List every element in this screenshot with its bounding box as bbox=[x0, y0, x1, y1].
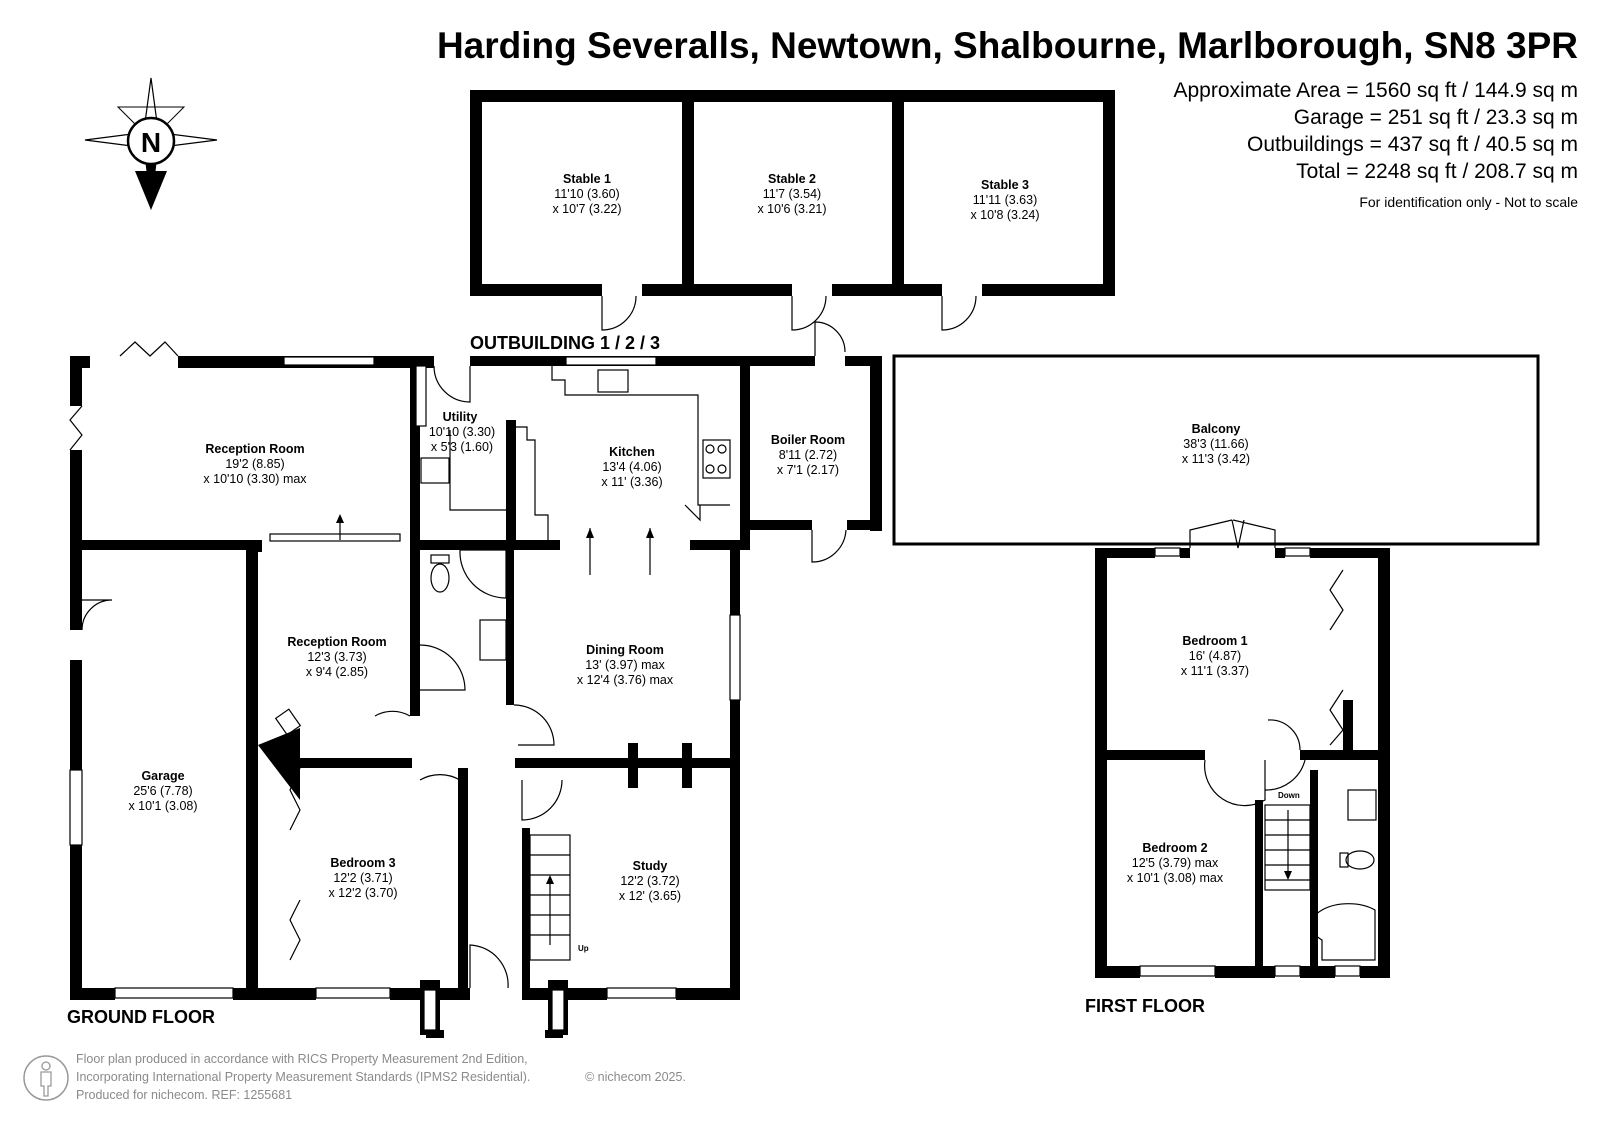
room-dim: x 9'4 (2.85) bbox=[305, 665, 369, 679]
room-dim: 25'6 (7.78) bbox=[133, 784, 193, 798]
room-stable-1 bbox=[552, 172, 621, 216]
first-floor-staircase-icon bbox=[1265, 805, 1310, 890]
room-dim: 8'11 (2.72) bbox=[778, 448, 838, 462]
room-dim: x 12'4 (3.76) max bbox=[576, 673, 674, 687]
room-name: Dining Room bbox=[586, 643, 664, 657]
footer-line-1: Floor plan produced in accordance with RICS Property Measurement 2nd Edition, bbox=[76, 1052, 528, 1066]
room-dim: x 11' (3.36) bbox=[601, 475, 663, 489]
room-dim: x 10'10 (3.30) max bbox=[203, 472, 307, 486]
room-boiler bbox=[771, 433, 845, 477]
room-dim: 13'4 (4.06) bbox=[602, 460, 662, 474]
room-name: Kitchen bbox=[609, 445, 655, 459]
room-dining bbox=[577, 643, 674, 687]
room-dim: x 10'1 (3.08) bbox=[128, 799, 198, 813]
room-name: Balcony bbox=[1191, 422, 1241, 436]
room-reception-2 bbox=[287, 635, 386, 679]
ground-floor-plan bbox=[70, 356, 882, 1038]
room-name: Bedroom 1 bbox=[1182, 634, 1248, 648]
room-name: Utility bbox=[442, 410, 478, 424]
compass-north-label: N bbox=[140, 127, 162, 158]
area-approximate: Approximate Area = 1560 sq ft / 144.9 sq m bbox=[1173, 79, 1578, 102]
disclaimer-note: For identification only - Not to scale bbox=[1359, 194, 1578, 210]
area-outbuildings: Outbuildings = 437 sq ft / 40.5 sq m bbox=[1247, 133, 1578, 156]
room-utility bbox=[429, 410, 495, 454]
first-floor-label: FIRST FLOOR bbox=[1085, 996, 1205, 1016]
room-dim: x 10'8 (3.24) bbox=[970, 208, 1040, 222]
room-dim: x 10'7 (3.22) bbox=[552, 202, 622, 216]
area-summary bbox=[1174, 79, 1579, 210]
footer-person-icon bbox=[24, 1056, 68, 1100]
room-reception-1 bbox=[203, 442, 307, 486]
room-name: Stable 2 bbox=[768, 172, 816, 186]
room-garage bbox=[128, 769, 197, 813]
room-dim: x 12' (3.65) bbox=[618, 889, 682, 903]
compass-rose-icon bbox=[85, 78, 217, 210]
outbuilding-label: OUTBUILDING 1 / 2 / 3 bbox=[470, 333, 661, 353]
room-dim: 11'11 (3.63) bbox=[972, 193, 1038, 207]
room-dim: 16' (4.87) bbox=[1188, 649, 1242, 663]
room-dim: x 5'3 (1.60) bbox=[430, 440, 494, 454]
study-staircase-icon bbox=[530, 835, 570, 960]
room-balcony bbox=[1182, 422, 1250, 466]
footer-line-2: Incorporating International Property Measurement Standards (IPMS2 Residential). bbox=[76, 1070, 531, 1084]
room-dim: 10'10 (3.30) bbox=[428, 425, 496, 439]
room-name: Boiler Room bbox=[770, 433, 846, 447]
room-name: Stable 3 bbox=[981, 178, 1029, 192]
room-dim: x 10'1 (3.08) max bbox=[1126, 871, 1224, 885]
room-name: Study bbox=[632, 859, 668, 873]
room-dim: x 12'2 (3.70) bbox=[328, 886, 398, 900]
room-name: Bedroom 3 bbox=[330, 856, 396, 870]
room-dim: 19'2 (8.85) bbox=[225, 457, 285, 471]
room-dim: x 11'1 (3.37) bbox=[1180, 664, 1250, 678]
area-garage: Garage = 251 sq ft / 23.3 sq m bbox=[1293, 106, 1578, 129]
stairs-up-label: Up bbox=[578, 944, 589, 953]
stairs-down-label: Down bbox=[1278, 791, 1300, 800]
room-dim: x 7'1 (2.17) bbox=[776, 463, 840, 477]
room-dim: 12'5 (3.79) max bbox=[1131, 856, 1219, 870]
room-stable-2 bbox=[757, 172, 826, 216]
room-bedroom-1 bbox=[1181, 634, 1249, 678]
footer-line-3: Produced for nichecom. REF: 1255681 bbox=[76, 1088, 293, 1102]
room-name: Stable 1 bbox=[563, 172, 611, 186]
room-kitchen bbox=[601, 445, 662, 489]
room-dim: 11'7 (3.54) bbox=[762, 187, 822, 201]
room-name: Reception Room bbox=[205, 442, 305, 456]
room-dim: 12'3 (3.73) bbox=[307, 650, 367, 664]
property-address-title: Harding Severalls, Newtown, Shalbourne, Marlborough, SN8 3PR bbox=[436, 25, 1578, 66]
room-dim: 11'10 (3.60) bbox=[554, 187, 620, 201]
footer-copyright: © nichecom 2025. bbox=[585, 1070, 686, 1084]
room-name: Bedroom 2 bbox=[1142, 841, 1208, 855]
room-name: Garage bbox=[141, 769, 185, 783]
room-study bbox=[619, 859, 681, 903]
room-dim: 13' (3.97) max bbox=[585, 658, 665, 672]
room-dim: 38'3 (11.66) bbox=[1183, 437, 1249, 451]
room-dim: x 11'3 (3.42) bbox=[1181, 452, 1251, 466]
ground-floor-label: GROUND FLOOR bbox=[67, 1007, 215, 1027]
room-dim: 12'2 (3.71) bbox=[333, 871, 393, 885]
room-dim: x 10'6 (3.21) bbox=[757, 202, 827, 216]
room-stable-3 bbox=[970, 178, 1039, 222]
area-total: Total = 2248 sq ft / 208.7 sq m bbox=[1296, 160, 1578, 183]
room-bedroom-2 bbox=[1127, 841, 1224, 885]
room-dim: 12'2 (3.72) bbox=[620, 874, 680, 888]
room-name: Reception Room bbox=[287, 635, 387, 649]
room-bedroom-3 bbox=[328, 856, 397, 900]
